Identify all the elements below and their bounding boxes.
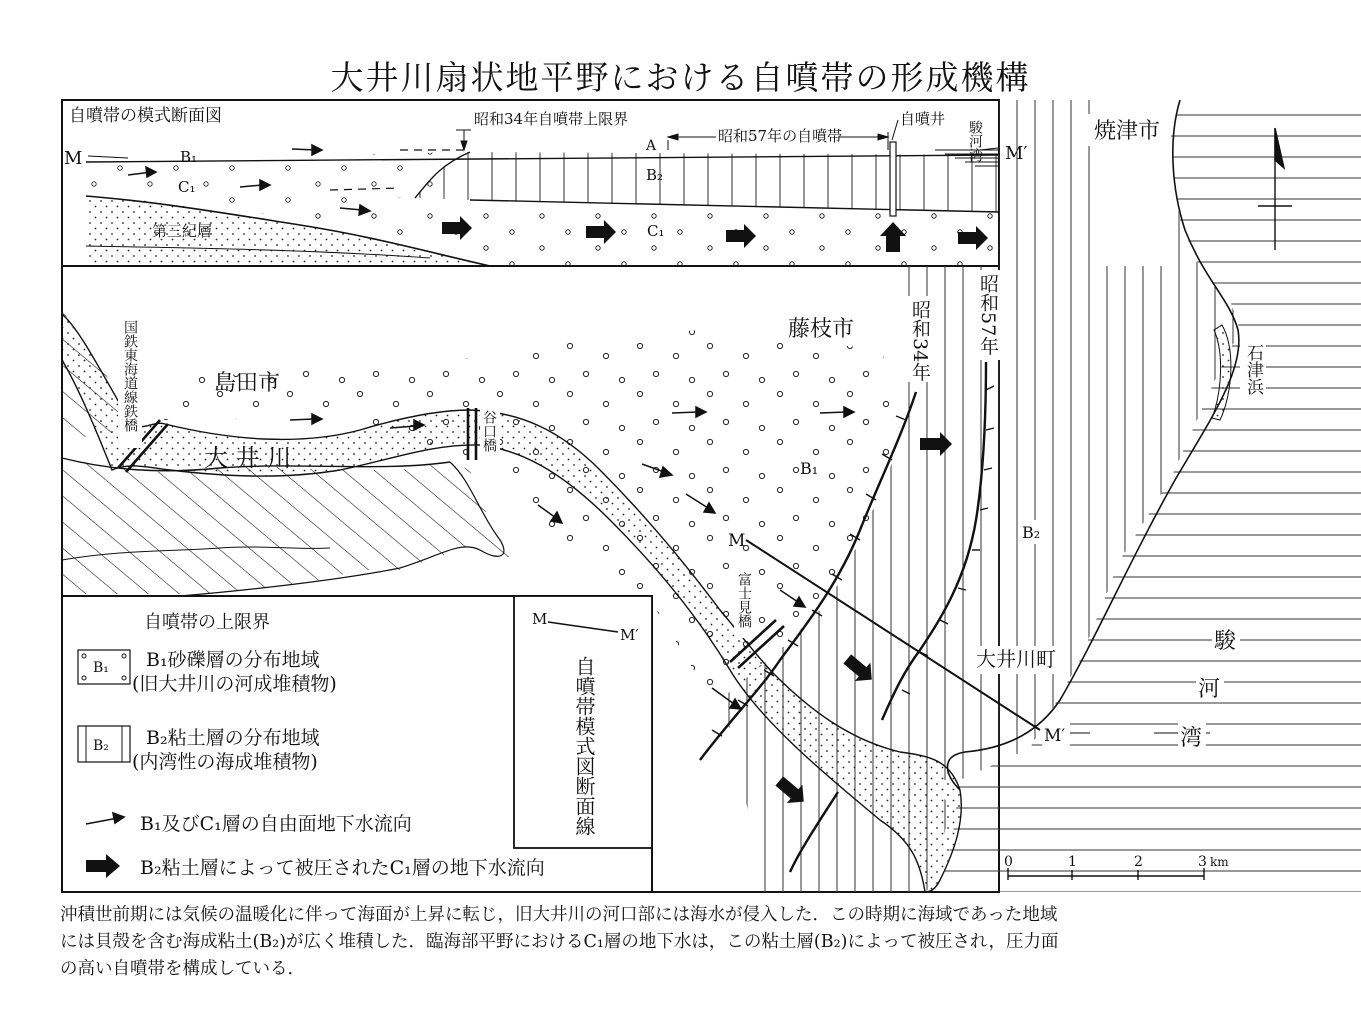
legend-mm-mp: M′ [620,626,639,644]
label-yaizu: 焼津市 [1094,119,1161,144]
legend-mm-m: M [532,610,548,628]
label-suruga-3: 湾 [1180,726,1203,751]
map-label-m: M [728,531,746,551]
mountain-hatch-area [62,458,512,594]
label-line-s57: 昭和57年 [977,274,999,356]
cross-section-panel [62,100,1028,266]
caption-line-3: の高い自噴帯を構成している． [60,959,305,979]
label-fujieda: 藤枝市 [788,317,855,342]
section-label-c1: C₁ [178,178,196,196]
section-flowing-well: 自噴井 [900,110,946,128]
label-oigawa-river: 大 井 川 [204,444,292,472]
section-heading: 自噴帯の模式断面図 [69,106,222,126]
section-label-b1: B₁ [180,148,198,166]
legend-panel [62,596,652,892]
label-yaguchi-bridge: 谷口橋 [481,410,497,452]
legend-b1-title: B₁砂礫層の分布地域 [146,649,320,671]
scale-tick-2: 2 [1134,854,1143,870]
section-flowing-s57: 昭和57年の自噴帯 [718,127,843,145]
page-title: 大井川扇状地平野における自噴帯の形成機構 [330,58,1031,97]
section-label-b2: B₂ [646,166,664,184]
section-upper-limit-s34: 昭和34年自噴帯上限界 [474,110,629,128]
map-label-b2: B₂ [1022,523,1041,542]
label-jnr-bridge: 国鉄東海道線鉄橋 [122,320,138,432]
section-suruga-bay: 駿河湾 [967,120,983,162]
legend-thin-arrow-label: B₁及びC₁層の自由面地下水流向 [140,813,412,835]
scale-tick-3: 3 [1198,854,1207,870]
label-fujimi-bridge: 富士見橋 [736,572,752,628]
caption-line-1: 沖積世前期には気候の温暖化に伴って海面が上昇に転じ，旧大井川の河口部には海水が侵入した．この時期に海域であった地域 [60,905,1058,925]
section-label-c1-lower: C₁ [647,222,665,240]
legend-b2-icon-label: B₂ [93,738,109,754]
caption-line-2: には貝殻を含む海成粘土(B₂)が広く堆積した．臨海部平野におけるC₁層の地下水は，この粘土層(B₂)によって被圧され，圧力面 [60,932,1059,952]
scale-unit: km [1210,855,1229,869]
legend-heading: 自噴帯の上限界 [144,612,270,633]
label-line-s34: 昭和34年 [909,300,931,382]
scale-tick-0: 0 [1004,854,1013,870]
label-shimada: 島田市 [214,371,281,396]
legend-b2-title: B₂粘土層の分布地域 [146,727,320,749]
section-m-left: M [64,148,83,169]
label-ishizuhama: 石津浜 [1243,344,1263,395]
map-label-b1: B₁ [800,459,819,478]
legend-b2-sub: (内湾性の海成堆積物) [132,751,318,773]
label-suruga-1: 駿 [1214,629,1237,654]
legend-thick-arrow-label: B₂粘土層によって被圧されたC₁層の地下水流向 [140,857,545,879]
map-label-m-prime: M′ [1044,726,1066,746]
label-suruga-2: 河 [1198,677,1221,702]
legend-b1-sub: (旧大井川の河成堆積物) [132,673,337,695]
legend-b1-icon-label: B₁ [93,660,109,676]
section-tertiary: 第三紀層 [152,222,213,240]
scale-tick-1: 1 [1068,854,1077,870]
section-label-a: A [646,138,657,154]
label-oigawa-town: 大井川町 [976,647,1056,671]
legend-section-line-title: 自噴帯模式図断面線 [572,656,596,836]
